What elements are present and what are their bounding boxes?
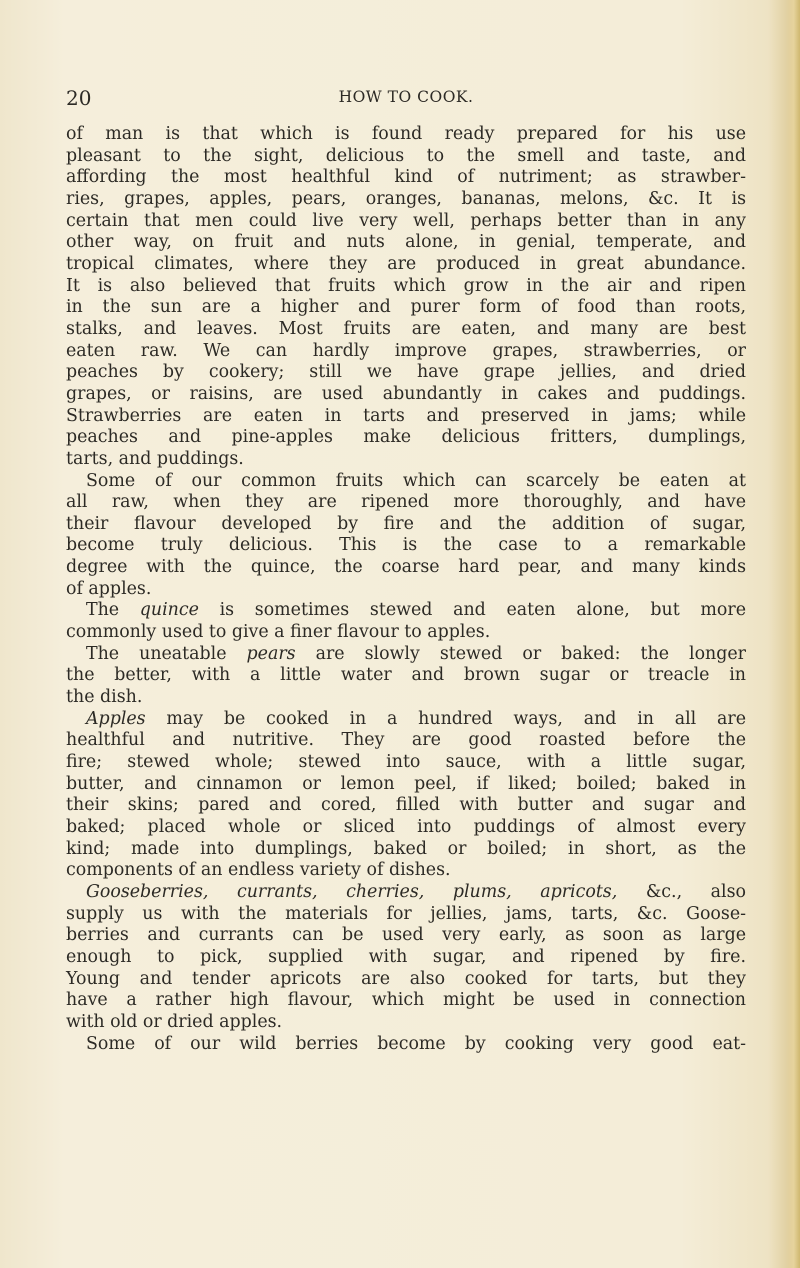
text-line bbox=[66, 211, 746, 233]
text-run: enough to pick, supplied with sugar, and ripened by fire. bbox=[66, 946, 746, 967]
italic-term: pears bbox=[246, 643, 296, 664]
text-run: Young and tender apricots are also cooked for tarts, but they bbox=[66, 968, 746, 989]
text-line bbox=[66, 492, 746, 514]
text-run: peaches and pine-apples make delicious fritters, dumplings, bbox=[66, 427, 746, 448]
text-run: supply us with the materials for jellies, jams, tarts, &c. Goose- bbox=[66, 903, 746, 924]
text-line bbox=[66, 925, 746, 947]
text-line bbox=[66, 817, 746, 839]
text-line bbox=[66, 947, 746, 969]
text-run: It is also believed that fruits which grow in the air and ripen bbox=[66, 275, 746, 296]
text-line bbox=[66, 795, 746, 817]
text-run: Some of our common fruits which can scarcely be eaten at bbox=[86, 470, 746, 491]
text-line bbox=[66, 557, 746, 579]
text-line bbox=[66, 904, 746, 926]
text-line bbox=[66, 600, 746, 622]
text-run: butter, and cinnamon or lemon peel, if liked; boiled; baked in bbox=[66, 773, 746, 794]
text-run: baked; placed whole or sliced into puddings of almost every bbox=[66, 817, 746, 837]
page-header bbox=[66, 86, 746, 110]
body-text bbox=[66, 124, 746, 1055]
text-run: components of an endless variety of dishes. bbox=[66, 860, 451, 881]
text-run: become truly delicious. This is the case to a remarkable bbox=[66, 535, 746, 556]
italic-term: Apples bbox=[86, 708, 146, 729]
text-run: of apples. bbox=[66, 578, 152, 599]
text-line bbox=[66, 362, 746, 384]
text-run: the better, with a little water and brown sugar or treacle in bbox=[66, 665, 746, 686]
text-line bbox=[66, 167, 746, 189]
page-edge-shading bbox=[786, 0, 800, 1268]
text-run: stalks, and leaves. Most fruits are eaten, and many are best bbox=[66, 318, 746, 339]
text-run: fire; stewed whole; stewed into sauce, with a little sugar, bbox=[66, 752, 746, 773]
text-run: tarts, and puddings. bbox=[66, 448, 244, 469]
text-run: berries and currants can be used very early, as soon as large bbox=[66, 925, 746, 946]
text-line bbox=[66, 687, 746, 709]
running-head: HOW TO COOK. bbox=[338, 88, 474, 106]
text-line bbox=[66, 860, 746, 882]
text-run: in the sun are a higher and purer form of food than roots, bbox=[66, 297, 746, 318]
text-run: ries, grapes, apples, pears, oranges, bananas, melons, &c. It is bbox=[66, 188, 746, 209]
text-line bbox=[66, 535, 746, 557]
text-line bbox=[66, 384, 746, 406]
text-run: The uneatable bbox=[86, 643, 247, 664]
text-run: kind; made into dumplings, baked or boiled; in short, as the bbox=[66, 838, 746, 859]
text-run: healthful and nutritive. They are good roasted before the bbox=[66, 730, 746, 751]
text-run: affording the most healthful kind of nutriment; as strawber- bbox=[66, 167, 746, 188]
text-line bbox=[66, 427, 746, 449]
text-line bbox=[66, 579, 746, 601]
text-run: other way, on fruit and nuts alone, in genial, temperate, and bbox=[66, 232, 746, 253]
text-line bbox=[66, 341, 746, 363]
text-line bbox=[66, 1012, 746, 1034]
text-line bbox=[66, 665, 746, 687]
text-run: their skins; pared and cored, filled with butter and sugar and bbox=[66, 795, 746, 816]
text-run: with old or dried apples. bbox=[66, 1011, 283, 1032]
text-line bbox=[66, 730, 746, 752]
text-run: commonly used to give a finer flavour to apples. bbox=[66, 622, 491, 643]
text-run: all raw, when they are ripened more thoroughly, and have bbox=[66, 492, 746, 513]
text-line bbox=[66, 644, 746, 666]
text-line bbox=[66, 297, 746, 319]
text-line bbox=[66, 990, 746, 1012]
text-line bbox=[66, 449, 746, 471]
text-line bbox=[66, 774, 746, 796]
text-line bbox=[66, 969, 746, 991]
text-line bbox=[66, 1034, 746, 1056]
text-run: tropical climates, where they are produced in great abundance. bbox=[66, 253, 746, 274]
text-run: Some of our wild berries become by cooking very good eat- bbox=[86, 1033, 746, 1054]
text-line bbox=[66, 232, 746, 254]
text-run: of man is that which is found ready prepared for his use bbox=[66, 124, 746, 144]
text-line bbox=[66, 124, 746, 146]
text-line bbox=[66, 319, 746, 341]
text-line bbox=[66, 276, 746, 298]
text-run: peaches by cookery; still we have grape jellies, and dried bbox=[66, 362, 746, 383]
text-run: Strawberries are eaten in tarts and preserved in jams; while bbox=[66, 405, 746, 426]
text-line bbox=[66, 709, 746, 731]
text-run: grapes, or raisins, are used abundantly in cakes and puddings. bbox=[66, 383, 746, 404]
text-run: certain that men could live very well, perhaps better than in any bbox=[66, 210, 746, 231]
text-line bbox=[66, 839, 746, 861]
text-run: their flavour developed by fire and the addition of sugar, bbox=[66, 513, 746, 534]
text-line bbox=[66, 882, 746, 904]
text-line bbox=[66, 471, 746, 493]
text-run: &c., also bbox=[617, 881, 746, 902]
text-run: are slowly stewed or baked: the longer bbox=[295, 643, 746, 664]
text-run: have a rather high flavour, which might be used in connection bbox=[66, 990, 746, 1011]
page-number: 20 bbox=[66, 86, 92, 110]
text-line bbox=[66, 189, 746, 211]
text-line bbox=[66, 254, 746, 276]
text-line bbox=[66, 514, 746, 536]
italic-term: quince bbox=[139, 600, 199, 621]
text-line bbox=[66, 406, 746, 428]
text-run: is sometimes stewed and eaten alone, but more bbox=[198, 600, 746, 621]
text-run: the dish. bbox=[66, 687, 143, 708]
text-line bbox=[66, 622, 746, 644]
text-run: pleasant to the sight, delicious to the smell and taste, and bbox=[66, 145, 746, 166]
text-line bbox=[66, 146, 746, 168]
text-run: The bbox=[86, 600, 140, 621]
text-line bbox=[66, 752, 746, 774]
text-run: eaten raw. We can hardly improve grapes, strawberries, or bbox=[66, 340, 746, 361]
text-run: may be cooked in a hundred ways, and in all are bbox=[145, 708, 746, 729]
italic-term: Gooseberries, currants, cherries, plums, apricots, bbox=[86, 881, 618, 902]
text-run: degree with the quince, the coarse hard pear, and many kinds bbox=[66, 557, 746, 578]
